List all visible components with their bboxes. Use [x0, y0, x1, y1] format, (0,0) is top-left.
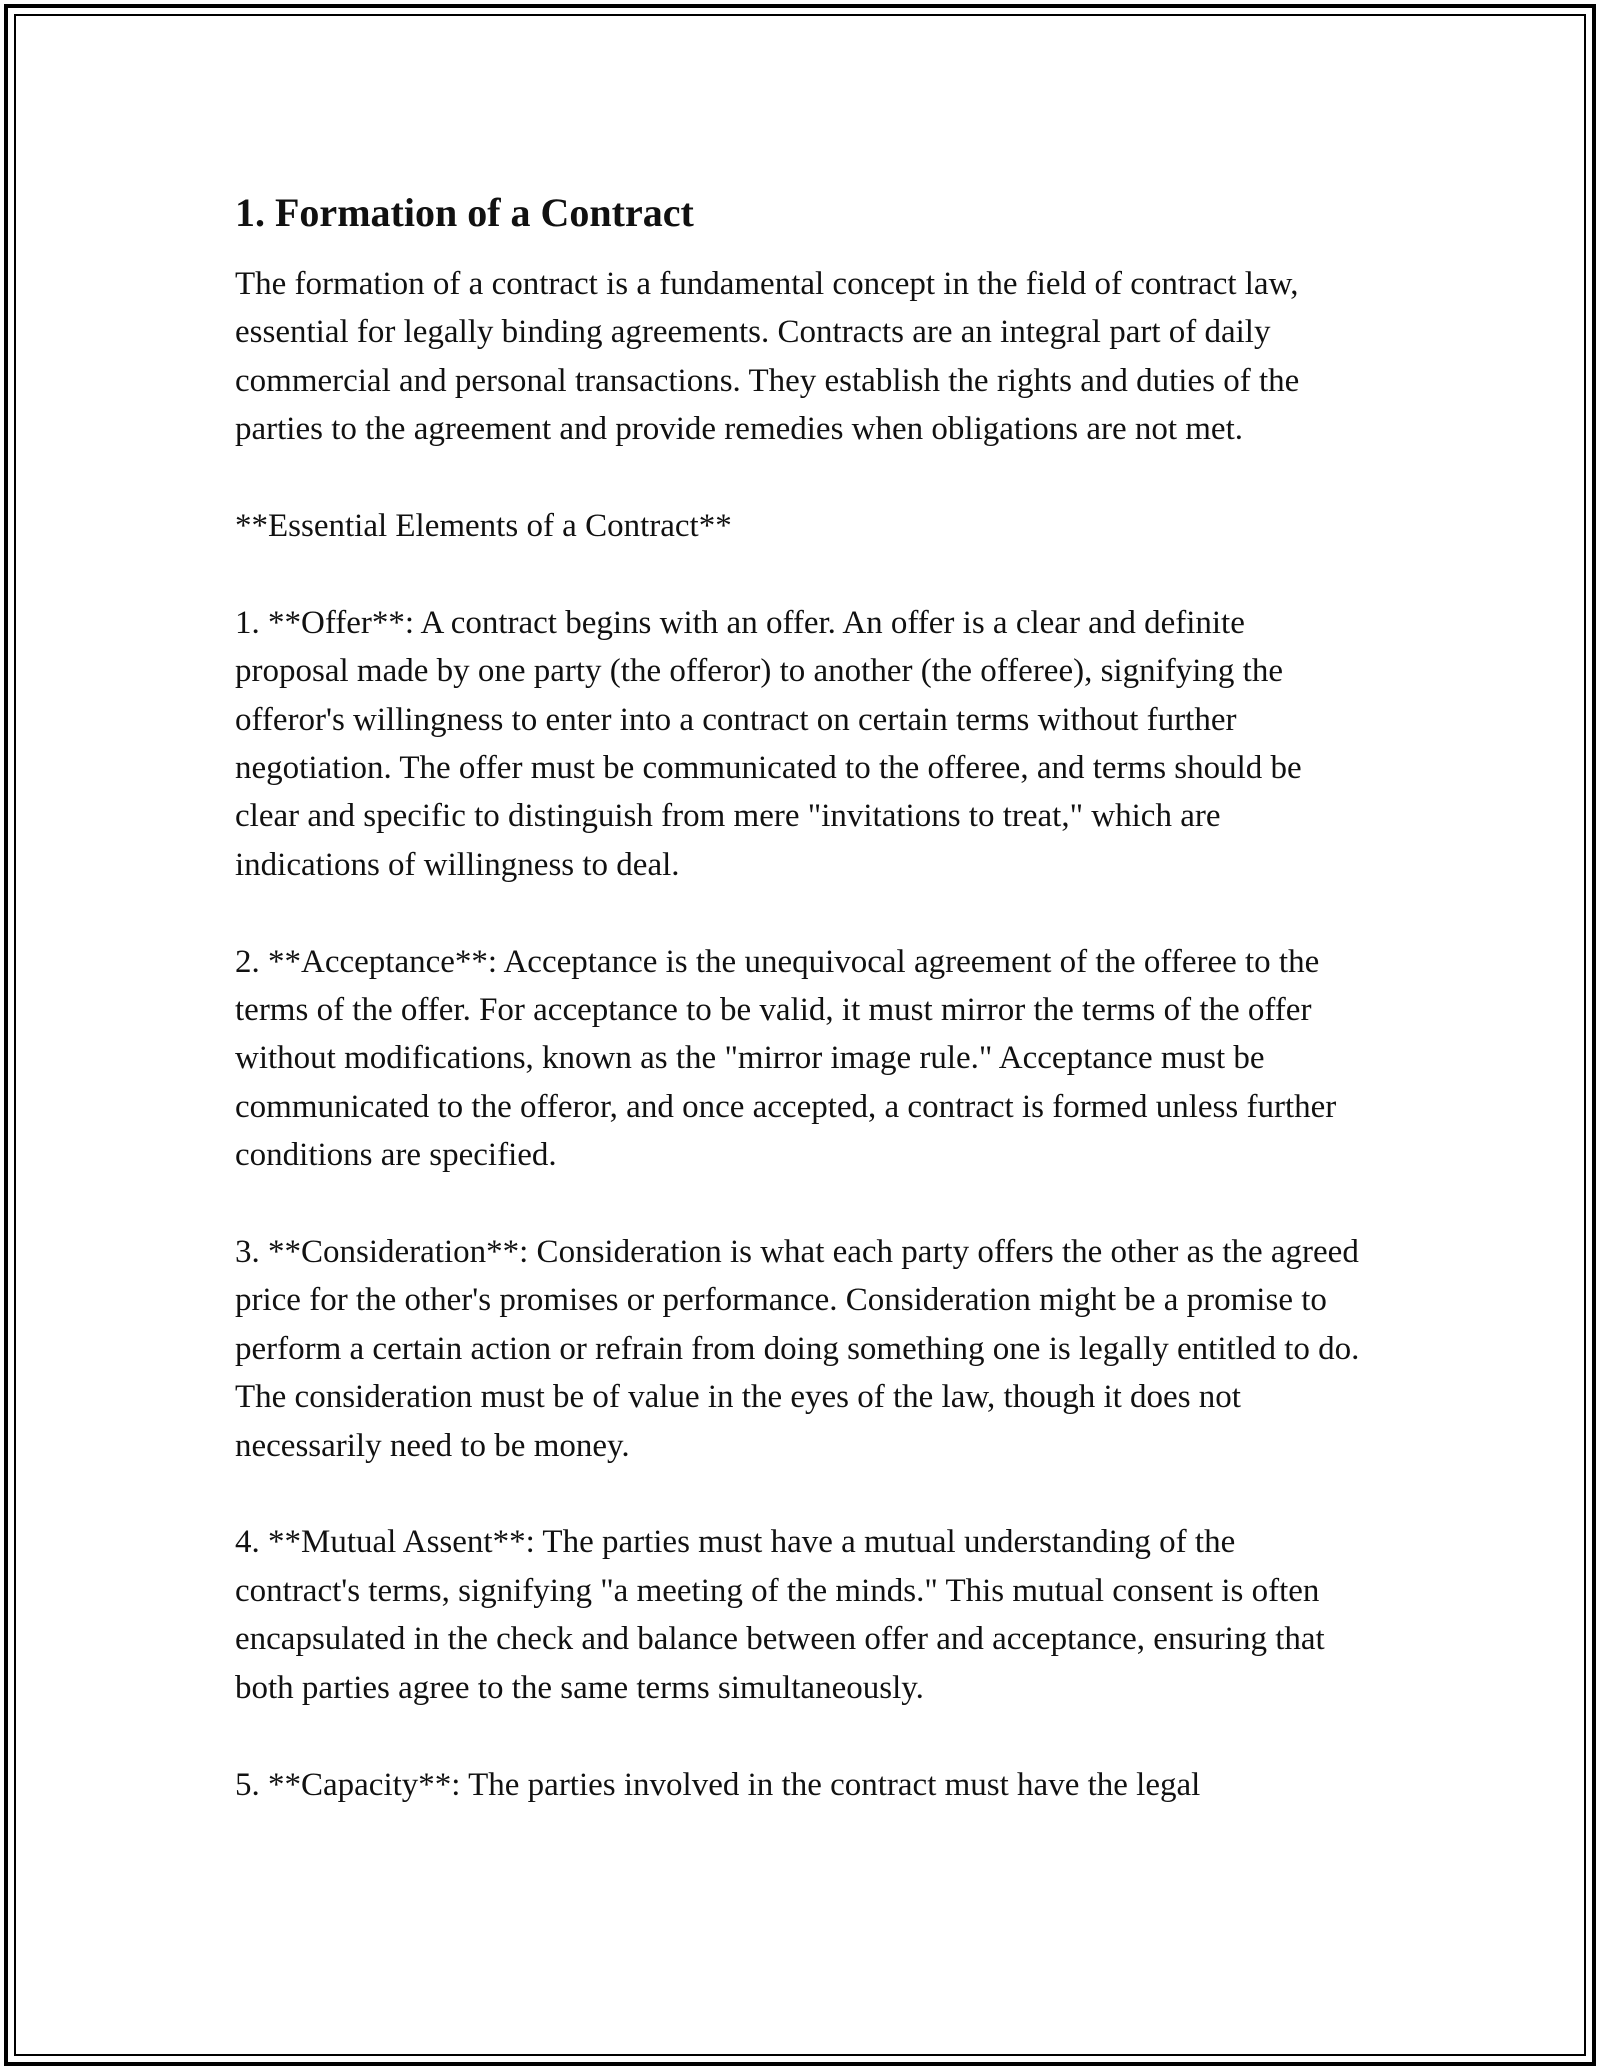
element-acceptance-paragraph: 2. **Acceptance**: Acceptance is the unequivocal agreement of the offeree to the terms of the offer. For acceptance to be valid, it must mirror the terms of the offer without modifications, known as the "mirror image rule." Acceptance must be communicated to the offeror, and once accepted, a contract is formed unless further conditions are specified.	[235, 943, 1337, 1174]
element-consideration-paragraph: 3. **Consideration**: Consideration is what each party offers the other as the agreed price for the other's promises or performance. Consideration might be a promise to perform a certain action or refrain from doing something one is legally entitled to do. The consideration must be of value in the eyes of the law, though it does not necessarily need to be money.	[235, 1234, 1360, 1464]
element-capacity-paragraph: 5. **Capacity**: The parties involved in the contract must have the legal	[235, 1766, 1201, 1803]
section-heading: 1. Formation of a Contract	[235, 190, 694, 235]
element-mutual-assent-paragraph: 4. **Mutual Assent**: The parties must have a mutual understanding of the contract's terms, signifying "a meeting of the minds." This mutual consent is often encapsulated in the check and balance between offer and acceptance, ensuring that both parties agree to the same terms simultaneously.	[235, 1524, 1325, 1706]
element-offer-paragraph: 1. **Offer**: A contract begins with an offer. An offer is a clear and definite proposal made by one party (the offeror) to another (the offeree), signifying the offeror's willingness to enter into a contract on certain terms without further negotiation. The offer must be communicated to the offeree, and terms should be clear and specific to distinguish from mere "invitations to treat," which are indications of willingness to deal.	[235, 604, 1302, 883]
intro-paragraph: The formation of a contract is a fundamental concept in the field of contract law, essential for legally binding agreements. Contracts are an integral part of daily commercial and personal transactions. They establish the rights and duties of the parties to the agreement and provide remedies when obligations are not met.	[235, 266, 1300, 448]
document-body	[235, 184, 1365, 1857]
subheading-essential-elements: **Essential Elements of a Contract**	[235, 508, 732, 545]
